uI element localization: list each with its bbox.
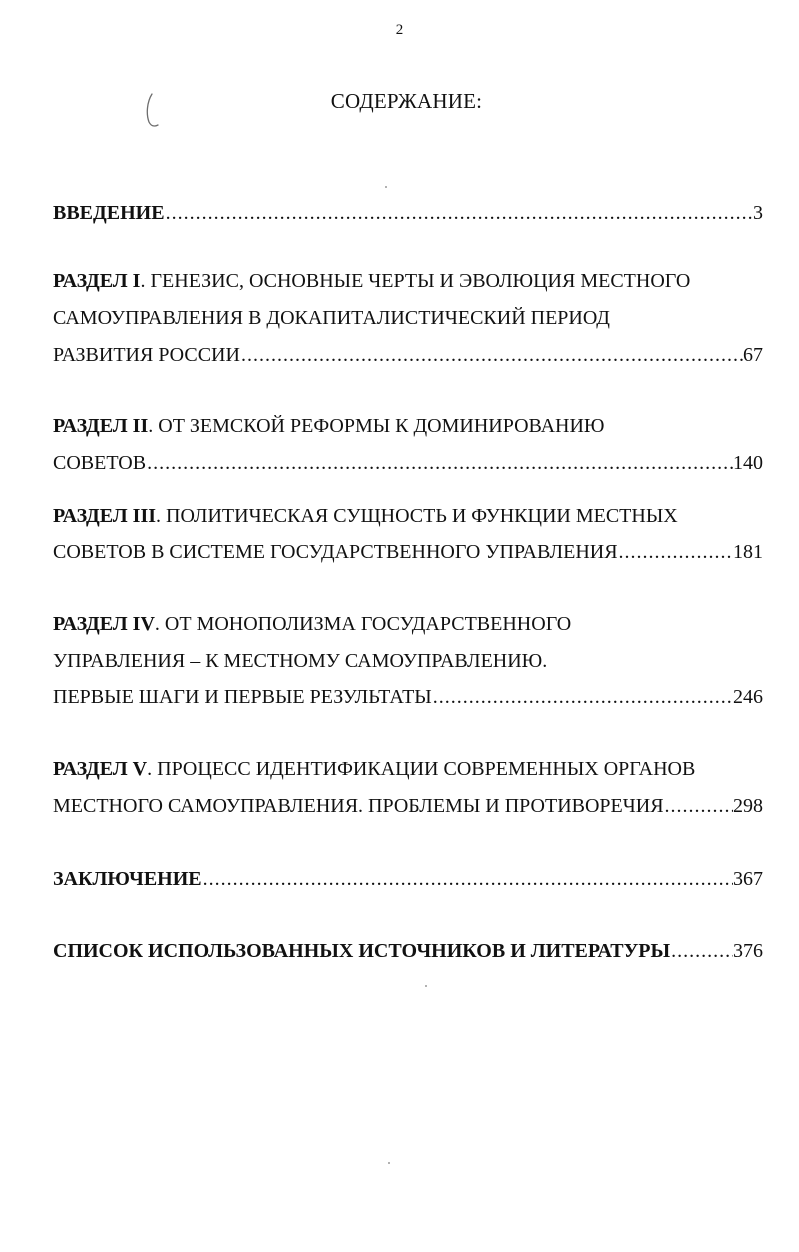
toc-section3-line2[interactable] — [53, 537, 763, 567]
toc-entry-sources[interactable] — [53, 936, 763, 966]
scan-speck — [385, 186, 387, 188]
toc-section1-line2 — [53, 303, 763, 333]
toc-section3-prefix: РАЗДЕЛ III — [53, 505, 157, 527]
toc-section1-line1[interactable] — [53, 266, 763, 296]
toc-intro-label: ВВЕДЕНИЕ — [53, 202, 165, 224]
toc-section2-line1[interactable] — [53, 411, 763, 441]
toc-section5-title-1: . ПРОЦЕСС ИДЕНТИФИКАЦИИ СОВРЕМЕННЫХ ОРГАНОВ — [147, 758, 696, 780]
scan-speck — [388, 1162, 390, 1164]
dot-leader — [670, 936, 733, 966]
toc-section4-page: 246 — [733, 686, 763, 708]
dot-leader — [618, 537, 733, 567]
toc-section4-title-3: ПЕРВЫЕ ШАГИ И ПЕРВЫЕ РЕЗУЛЬТАТЫ — [53, 686, 432, 708]
toc-section5-prefix: РАЗДЕЛ V — [53, 758, 148, 780]
toc-title: СОДЕРЖАНИЕ: — [330, 89, 483, 113]
toc-entry-intro[interactable] — [53, 198, 763, 228]
toc-section4-prefix: РАЗДЕЛ IV — [53, 613, 155, 635]
toc-section4-line3[interactable] — [53, 682, 763, 712]
toc-section3-title-1: . ПОЛИТИЧЕСКАЯ СУЩНОСТЬ И ФУНКЦИИ МЕСТНЫХ — [156, 505, 678, 527]
toc-intro-page: 3 — [753, 202, 763, 224]
dot-leader — [146, 448, 733, 478]
toc-section4-line2 — [53, 646, 763, 676]
toc-section2-title-1: . ОТ ЗЕМСКОЙ РЕФОРМЫ К ДОМИНИРОВАНИЮ — [148, 415, 605, 437]
toc-sources-page: 376 — [733, 940, 763, 962]
toc-section5-line2[interactable] — [53, 791, 763, 821]
toc-section1-line3[interactable] — [53, 340, 763, 370]
scan-speck — [425, 985, 427, 987]
toc-section1-title-3: РАЗВИТИЯ РОССИИ — [53, 344, 240, 366]
toc-section5-line1[interactable] — [53, 754, 763, 784]
dot-leader — [165, 198, 753, 228]
toc-conclusion-page: 367 — [733, 868, 763, 890]
toc-section3-page: 181 — [733, 541, 763, 563]
toc-section2-title-2: СОВЕТОВ — [53, 452, 147, 474]
toc-conclusion-label: ЗАКЛЮЧЕНИЕ — [53, 868, 202, 890]
dot-leader — [240, 340, 743, 370]
toc-section2-line2[interactable] — [53, 448, 763, 478]
toc-section1-title-1: . ГЕНЕЗИС, ОСНОВНЫЕ ЧЕРТЫ И ЭВОЛЮЦИЯ МЕСТНОГО — [140, 270, 691, 292]
toc-section2-page: 140 — [733, 452, 763, 474]
toc-section1-page: 67 — [743, 344, 763, 366]
page-number: 2 — [395, 22, 404, 38]
toc-section5-page: 298 — [733, 795, 763, 817]
toc-section3-title-2: СОВЕТОВ В СИСТЕМЕ ГОСУДАРСТВЕННОГО УПРАВЛЕНИЯ — [53, 541, 618, 563]
toc-section5-title-2: МЕСТНОГО САМОУПРАВЛЕНИЯ. ПРОБЛЕМЫ И ПРОТИВОРЕЧИЯ — [53, 795, 664, 817]
dot-leader — [202, 864, 733, 894]
toc-entry-conclusion[interactable] — [53, 864, 763, 894]
toc-section4-title-2: УПРАВЛЕНИЯ – К МЕСТНОМУ САМОУПРАВЛЕНИЮ. — [53, 650, 548, 672]
dot-leader — [664, 791, 733, 821]
toc-section2-prefix: РАЗДЕЛ II — [53, 415, 149, 437]
dot-leader — [432, 682, 733, 712]
toc-sources-label: СПИСОК ИСПОЛЬЗОВАННЫХ ИСТОЧНИКОВ И ЛИТЕРАТУРЫ — [53, 940, 671, 962]
toc-section1-title-2: САМОУПРАВЛЕНИЯ В ДОКАПИТАЛИСТИЧЕСКИЙ ПЕРИОД — [53, 307, 610, 329]
toc-section4-title-1: . ОТ МОНОПОЛИЗМА ГОСУДАРСТВЕННОГО — [154, 613, 572, 635]
toc-section1-prefix: РАЗДЕЛ I — [53, 270, 141, 292]
toc-section4-line1[interactable] — [53, 609, 763, 639]
toc-section3-line1[interactable] — [53, 501, 763, 531]
